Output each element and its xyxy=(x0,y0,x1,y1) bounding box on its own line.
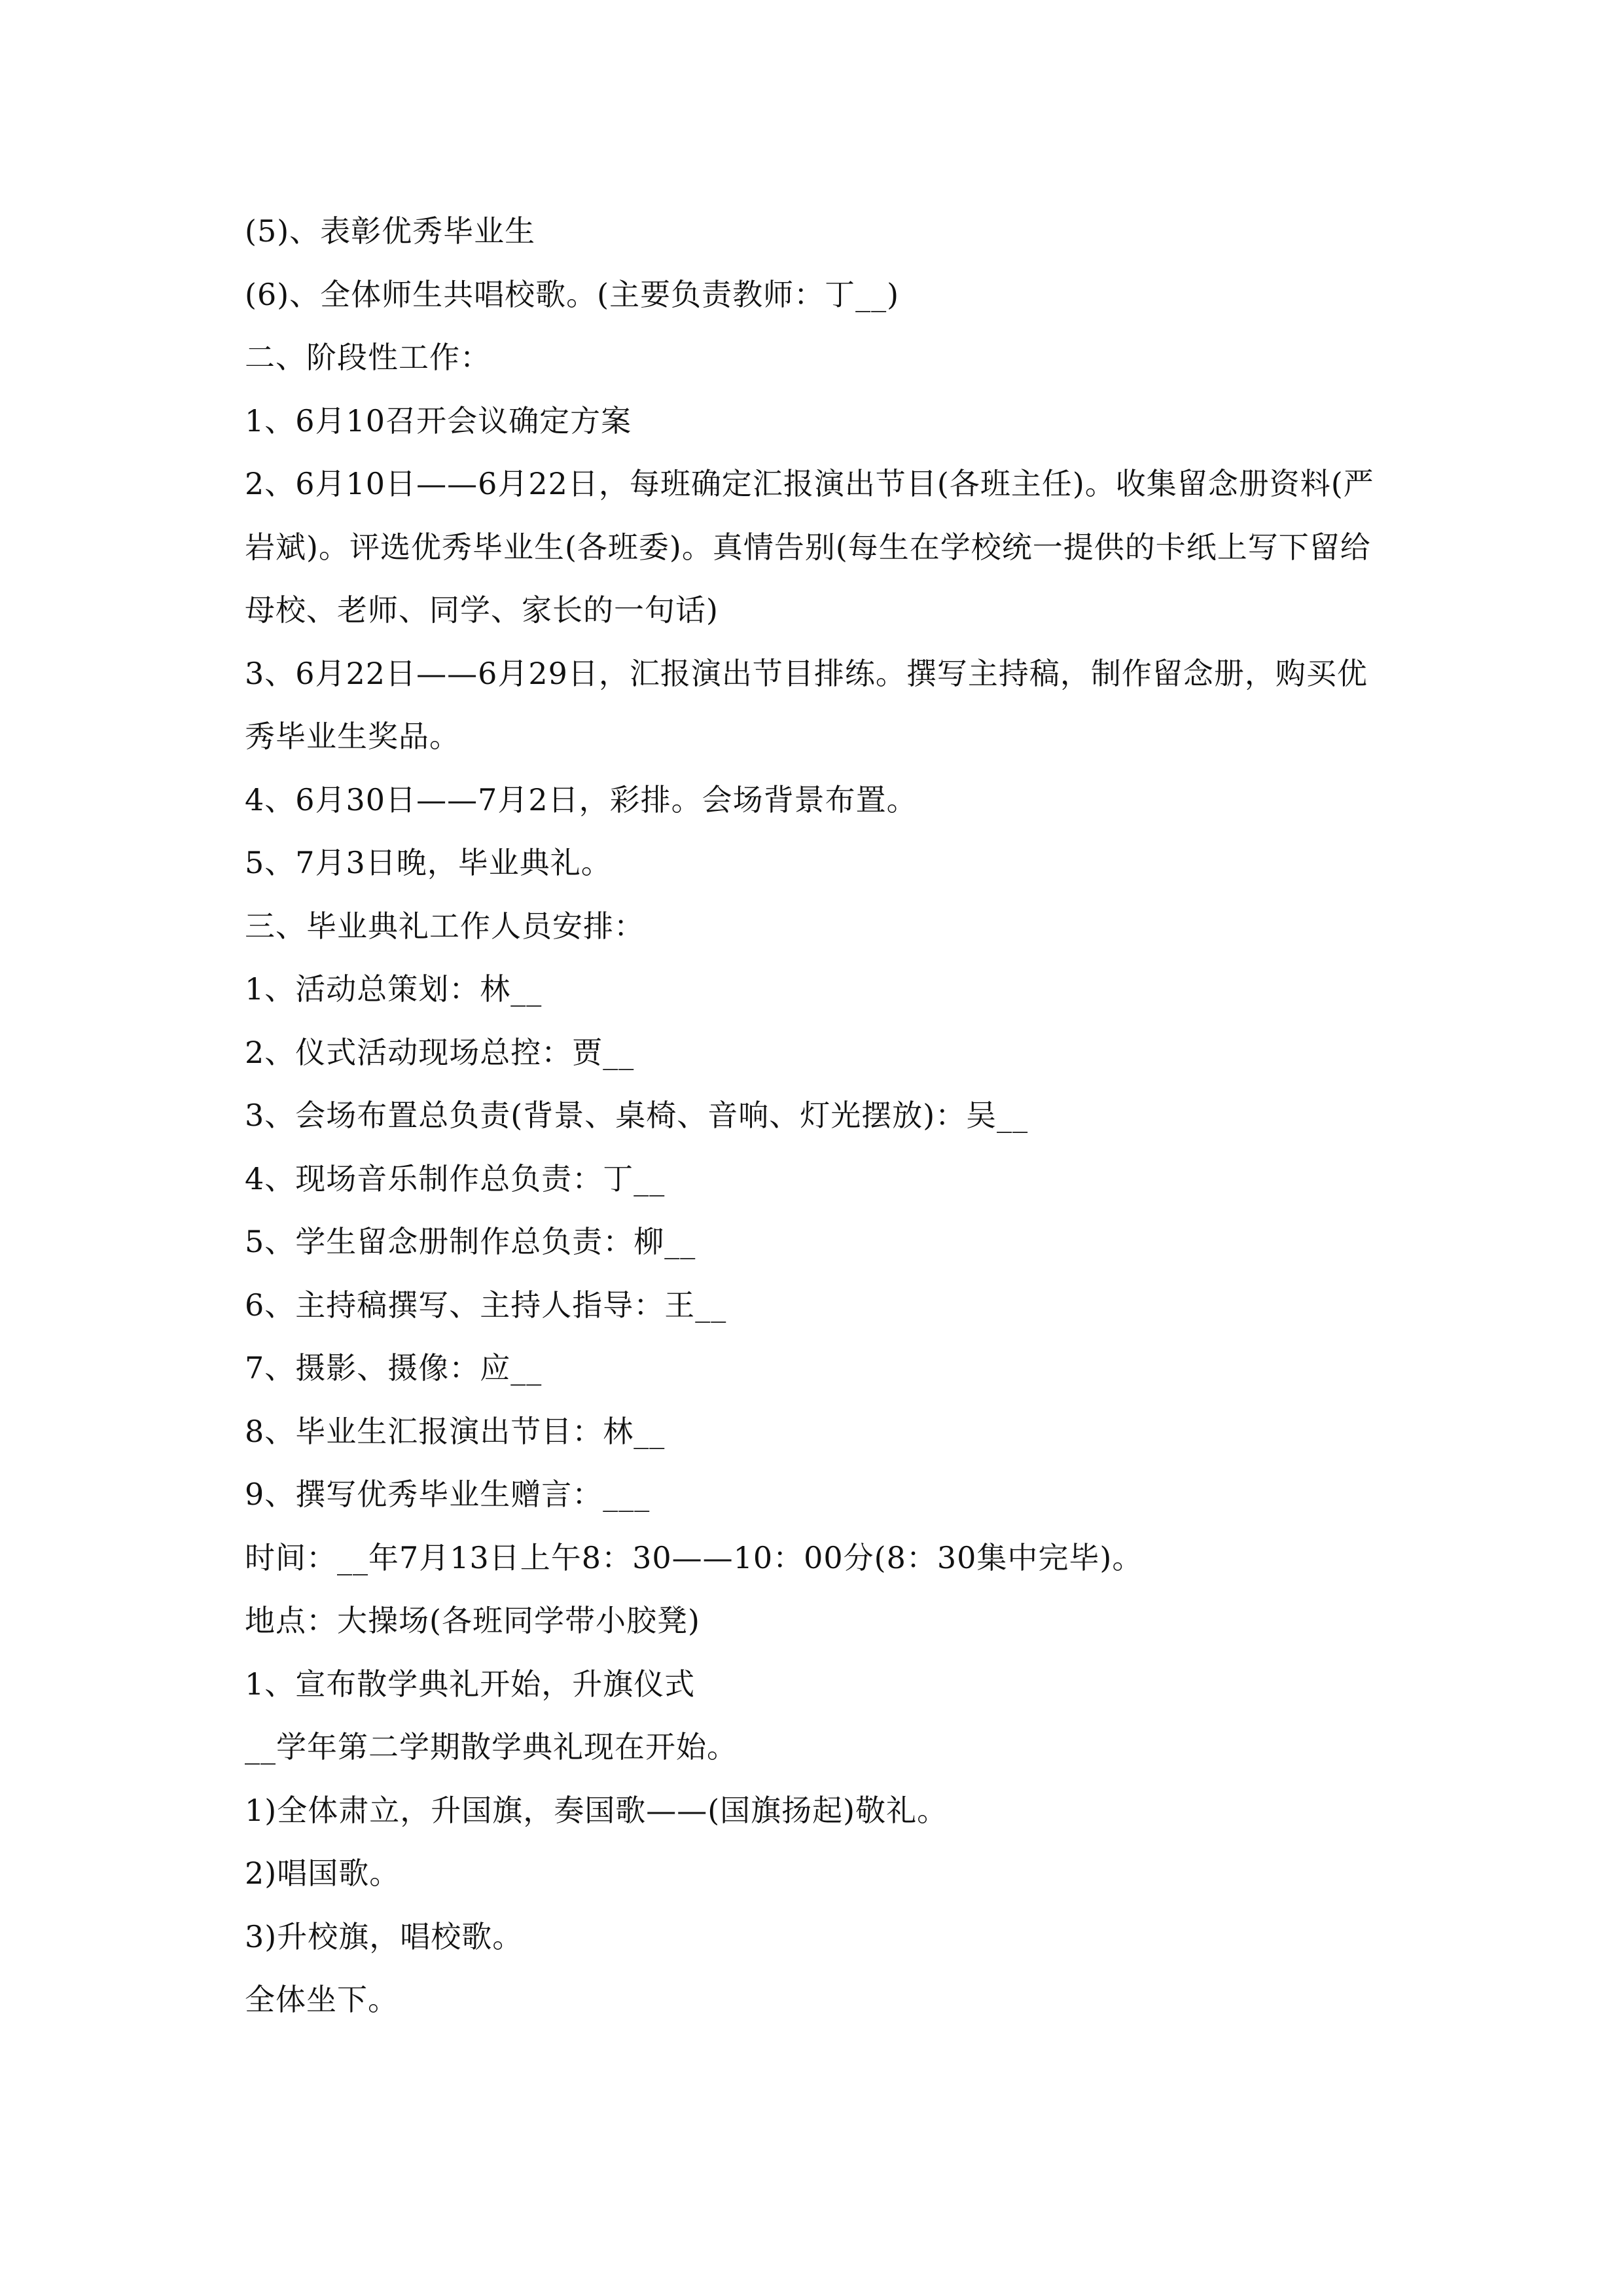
phase-item-3: 3、6月22日——6月29日，汇报演出节目排练。撰写主持稿，制作留念册，购买优秀毕业生奖品。 xyxy=(245,655,1368,754)
staff-item-3: 3、会场布置总负责(背景、桌椅、音响、灯光摆放)：吴__ xyxy=(245,1098,1029,1133)
ceremony-substep-3: 3)升校旗，唱校歌。 xyxy=(245,1918,524,1954)
ceremony-substep-1: 1)全体肃立，升国旗，奏国歌——(国旗扬起)敬礼。 xyxy=(245,1792,948,1828)
staff-item-5: 5、学生留念册制作总负责：柳__ xyxy=(245,1224,696,1259)
staff-item-8: 8、毕业生汇报演出节目：林__ xyxy=(245,1413,666,1449)
event-location: 地点：大操场(各班同学带小胶凳) xyxy=(245,1603,700,1638)
document-body xyxy=(245,200,1387,2032)
phase-item-5: 5、7月3日晚，毕业典礼。 xyxy=(245,845,612,880)
staff-item-2: 2、仪式活动现场总控：贾__ xyxy=(245,1034,635,1070)
item-award-graduates: (5)、表彰优秀毕业生 xyxy=(245,213,536,249)
staff-item-6: 6、主持稿撰写、主持人指导：王__ xyxy=(245,1287,727,1323)
event-time: 时间：__年7月13日上午8：30——10：00分(8：30集中完毕)。 xyxy=(245,1539,1143,1575)
phase-item-1: 1、6月10召开会议确定方案 xyxy=(245,403,632,439)
ceremony-substep-2: 2)唱国歌。 xyxy=(245,1856,401,1891)
staff-item-9: 9、撰写优秀毕业生赠言：___ xyxy=(245,1477,651,1512)
phase-item-2: 2、6月10日——6月22日，每班确定汇报演出节目(各班主任)。收集留念册资料(严岩斌)。评选优秀毕业生(各班委)。真情告别(每生在学校统一提供的卡纸上写下留给母校、老师、同学、家长的一句话) xyxy=(245,466,1374,628)
phase-item-4: 4、6月30日——7月2日，彩排。会场背景布置。 xyxy=(245,781,918,817)
staff-item-4: 4、现场音乐制作总负责：丁__ xyxy=(245,1160,666,1196)
item-school-song: (6)、全体师生共唱校歌。(主要负责教师：丁__) xyxy=(245,276,900,312)
ceremony-sit-down: 全体坐下。 xyxy=(245,1982,399,2017)
section-heading-staff: 三、毕业典礼工作人员安排： xyxy=(245,908,645,944)
ceremony-opening: __学年第二学期散学典礼现在开始。 xyxy=(245,1729,738,1765)
ceremony-step-1: 1、宣布散学典礼开始，升旗仪式 xyxy=(245,1666,696,1702)
section-heading-phases: 二、阶段性工作： xyxy=(245,340,491,375)
staff-item-7: 7、摄影、摄像：应__ xyxy=(245,1350,543,1386)
staff-item-1: 1、活动总策划：林__ xyxy=(245,971,543,1007)
